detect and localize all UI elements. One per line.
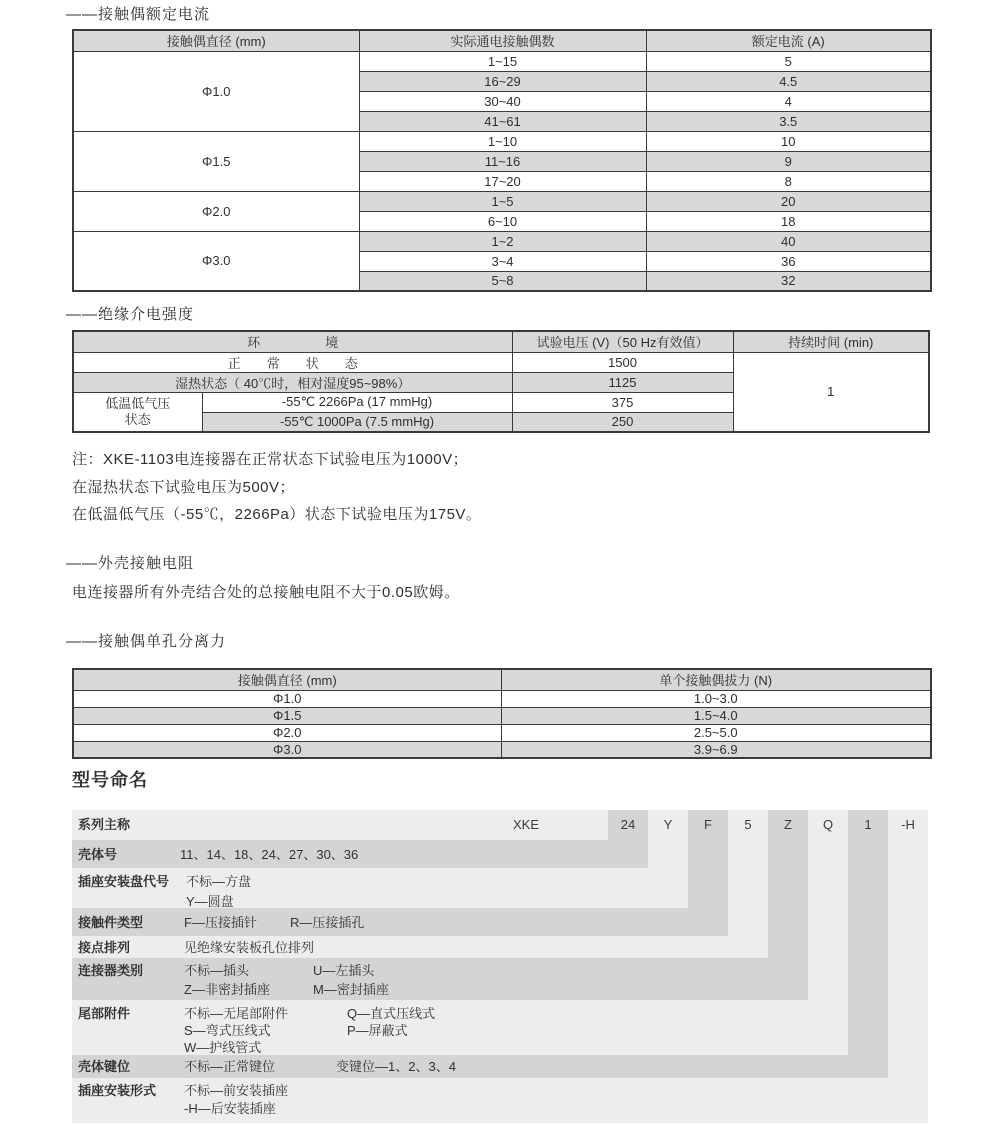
code-tail-accessory: Q (822, 817, 834, 832)
naming-desc-contact-arrangement: 见绝缘安装板孔位排列 (184, 940, 315, 955)
contacts-cell: 1~2 (359, 231, 646, 251)
contacts-cell: 11~16 (359, 151, 646, 171)
dielectric-table (72, 330, 930, 433)
naming-label-shell-number: 壳体号 (78, 847, 118, 862)
table-row (73, 741, 931, 758)
naming-desc-tail-accessory: W—护线管式 (184, 1040, 262, 1055)
model-naming-title: 型号命名 (72, 770, 148, 790)
section-heading-shell-resistance: ——外壳接触电阻 (66, 555, 195, 572)
current-cell: 10 (646, 131, 931, 151)
contacts-cell: 1~5 (359, 191, 646, 211)
naming-desc-mounting-plate: Y—圆盘 (186, 894, 234, 909)
diameter-cell: Φ3.0 (73, 231, 359, 291)
code-shell-number: 24 (620, 817, 636, 832)
dielectric-note-line: 注：XKE-1103电连接器在正常状态下试验电压为1000V； (72, 451, 469, 468)
column-header-force: 单个接触偶拔力 (N) (501, 669, 931, 690)
table-row (73, 724, 931, 741)
column-header-contacts: 实际通电接触偶数 (359, 30, 646, 51)
code-connector-class: Z (784, 817, 792, 832)
force-cell: 1.5~4.0 (501, 707, 931, 724)
dielectric-note-line: 在低温低气压（-55℃，2266Pa）状态下试验电压为175V。 (72, 506, 482, 523)
current-cell: 32 (646, 271, 931, 291)
naming-label-connector-class: 连接器类别 (78, 963, 144, 978)
column-header-test-voltage: 试验电压 (V)（50 Hz有效值） (512, 331, 733, 352)
environment-cell: -55℃ 1000Pa (7.5 mmHg) (202, 412, 512, 432)
low-temp-label-line: 状态 (124, 411, 151, 427)
environment-cell: 正 常 状 态 (73, 352, 512, 372)
naming-desc-mounting-plate: 不标—方盘 (186, 874, 252, 889)
column-header-diameter: 接触偶直径 (mm) (73, 30, 359, 51)
naming-label-contact-type: 接触件类型 (78, 915, 144, 930)
code-contact-type: F (704, 817, 712, 832)
current-cell: 9 (646, 151, 931, 171)
current-cell: 40 (646, 231, 931, 251)
column-header-current: 额定电流 (A) (646, 30, 931, 51)
column-header-environment: 环 境 (73, 331, 512, 352)
section-heading-dielectric: ——绝缘介电强度 (66, 306, 195, 323)
environment-cell: 湿热状态（ 40℃时，相对湿度95~98%） (73, 372, 512, 392)
diameter-cell: Φ2.0 (73, 724, 501, 741)
naming-label-mounting-plate: 插座安装盘代号 (78, 874, 170, 889)
dielectric-note-line: 在湿热状态下试验电压为500V； (72, 479, 296, 496)
diameter-cell: Φ1.5 (73, 707, 501, 724)
current-cell: 4.5 (646, 71, 931, 91)
section-heading-separation-force: ——接触偶单孔分离力 (66, 633, 227, 650)
naming-desc-key-position: 变键位—1、2、3、4 (336, 1059, 456, 1074)
force-cell: 1.0~3.0 (501, 690, 931, 707)
contacts-cell: 5~8 (359, 271, 646, 291)
naming-desc-contact-type: F—压接插针 (184, 915, 257, 930)
table-row (73, 690, 931, 707)
column-header-diameter: 接触偶直径 (mm) (73, 669, 501, 690)
force-cell: 3.9~6.9 (501, 741, 931, 758)
naming-label-mounting-form: 插座安装形式 (78, 1083, 157, 1098)
naming-desc-tail-accessory: S—弯式压线式 (184, 1023, 271, 1038)
table-row (73, 707, 931, 724)
naming-desc-key-position: 不标—正常键位 (184, 1059, 276, 1074)
low-temp-label-line: 低温低气压 (105, 395, 171, 411)
duration-cell: 1 (733, 352, 929, 432)
naming-desc-mounting-form: -H—后安装插座 (184, 1101, 276, 1116)
diameter-cell: Φ1.5 (73, 131, 359, 191)
diameter-cell: Φ3.0 (73, 741, 501, 758)
naming-desc-mounting-form: 不标—前安装插座 (184, 1083, 289, 1098)
voltage-cell: 250 (512, 412, 733, 432)
series-code: XKE (512, 817, 539, 832)
model-naming-diagram (72, 810, 928, 1123)
contacts-cell: 16~29 (359, 71, 646, 91)
naming-label-tail-accessory: 尾部附件 (78, 1006, 131, 1021)
naming-row-band-shell-number (72, 840, 648, 868)
naming-desc-connector-class: Z—非密封插座 (184, 982, 270, 997)
table-row (73, 231, 931, 251)
naming-row-band-connector-class (72, 958, 808, 1000)
contacts-cell: 1~10 (359, 131, 646, 151)
code-mounting-form: -H (901, 817, 915, 832)
current-cell: 5 (646, 51, 931, 71)
contacts-cell: 6~10 (359, 211, 646, 231)
table-row (73, 51, 931, 71)
current-cell: 36 (646, 251, 931, 271)
naming-desc-tail-accessory: P—屏蔽式 (347, 1023, 408, 1038)
voltage-cell: 1125 (512, 372, 733, 392)
naming-desc-tail-accessory: Q—直式压线式 (347, 1006, 436, 1021)
naming-label-contact-arrangement: 接点排列 (78, 940, 131, 955)
contacts-cell: 41~61 (359, 111, 646, 131)
section-heading-rated-current: ——接触偶额定电流 (66, 6, 211, 23)
naming-column-band-key-position (848, 810, 888, 1078)
separation-force-table (72, 668, 932, 759)
diameter-cell: Φ2.0 (73, 191, 359, 231)
voltage-cell: 1500 (512, 352, 733, 372)
column-header-duration: 持续时间 (min) (733, 331, 929, 352)
code-key-position: 1 (864, 817, 872, 832)
contacts-cell: 1~15 (359, 51, 646, 71)
naming-label-series: 系列主称 (78, 817, 131, 832)
table-row (73, 131, 931, 151)
shell-resistance-text: 电连接器所有外壳结合处的总接触电阻不大于0.05欧姆。 (72, 584, 460, 601)
current-cell: 20 (646, 191, 931, 211)
naming-desc-shell-number: 11、14、18、24、27、30、36 (180, 847, 359, 862)
environment-cell: -55℃ 2266Pa (17 mmHg) (202, 392, 512, 412)
table-row (73, 352, 929, 372)
code-mounting-plate: Y (663, 817, 673, 832)
current-cell: 18 (646, 211, 931, 231)
voltage-cell: 375 (512, 392, 733, 412)
rated-current-table (72, 29, 932, 292)
naming-desc-tail-accessory: 不标—无尾部附件 (184, 1006, 289, 1021)
naming-desc-contact-type: R—压接插孔 (290, 915, 365, 930)
naming-desc-connector-class: M—密封插座 (313, 982, 389, 997)
low-temp-label-cell (73, 392, 202, 432)
code-contact-arrangement: 5 (744, 817, 752, 832)
naming-row-band-contact-type (72, 908, 728, 936)
contacts-cell: 17~20 (359, 171, 646, 191)
table-row (73, 191, 931, 211)
current-cell: 3.5 (646, 111, 931, 131)
force-cell: 2.5~5.0 (501, 724, 931, 741)
current-cell: 8 (646, 171, 931, 191)
diameter-cell: Φ1.0 (73, 51, 359, 131)
current-cell: 4 (646, 91, 931, 111)
diameter-cell: Φ1.0 (73, 690, 501, 707)
contacts-cell: 3~4 (359, 251, 646, 271)
naming-label-key-position: 壳体键位 (78, 1059, 131, 1074)
contacts-cell: 30~40 (359, 91, 646, 111)
naming-desc-connector-class: U—左插头 (313, 963, 375, 978)
naming-desc-connector-class: 不标—插头 (184, 963, 250, 978)
